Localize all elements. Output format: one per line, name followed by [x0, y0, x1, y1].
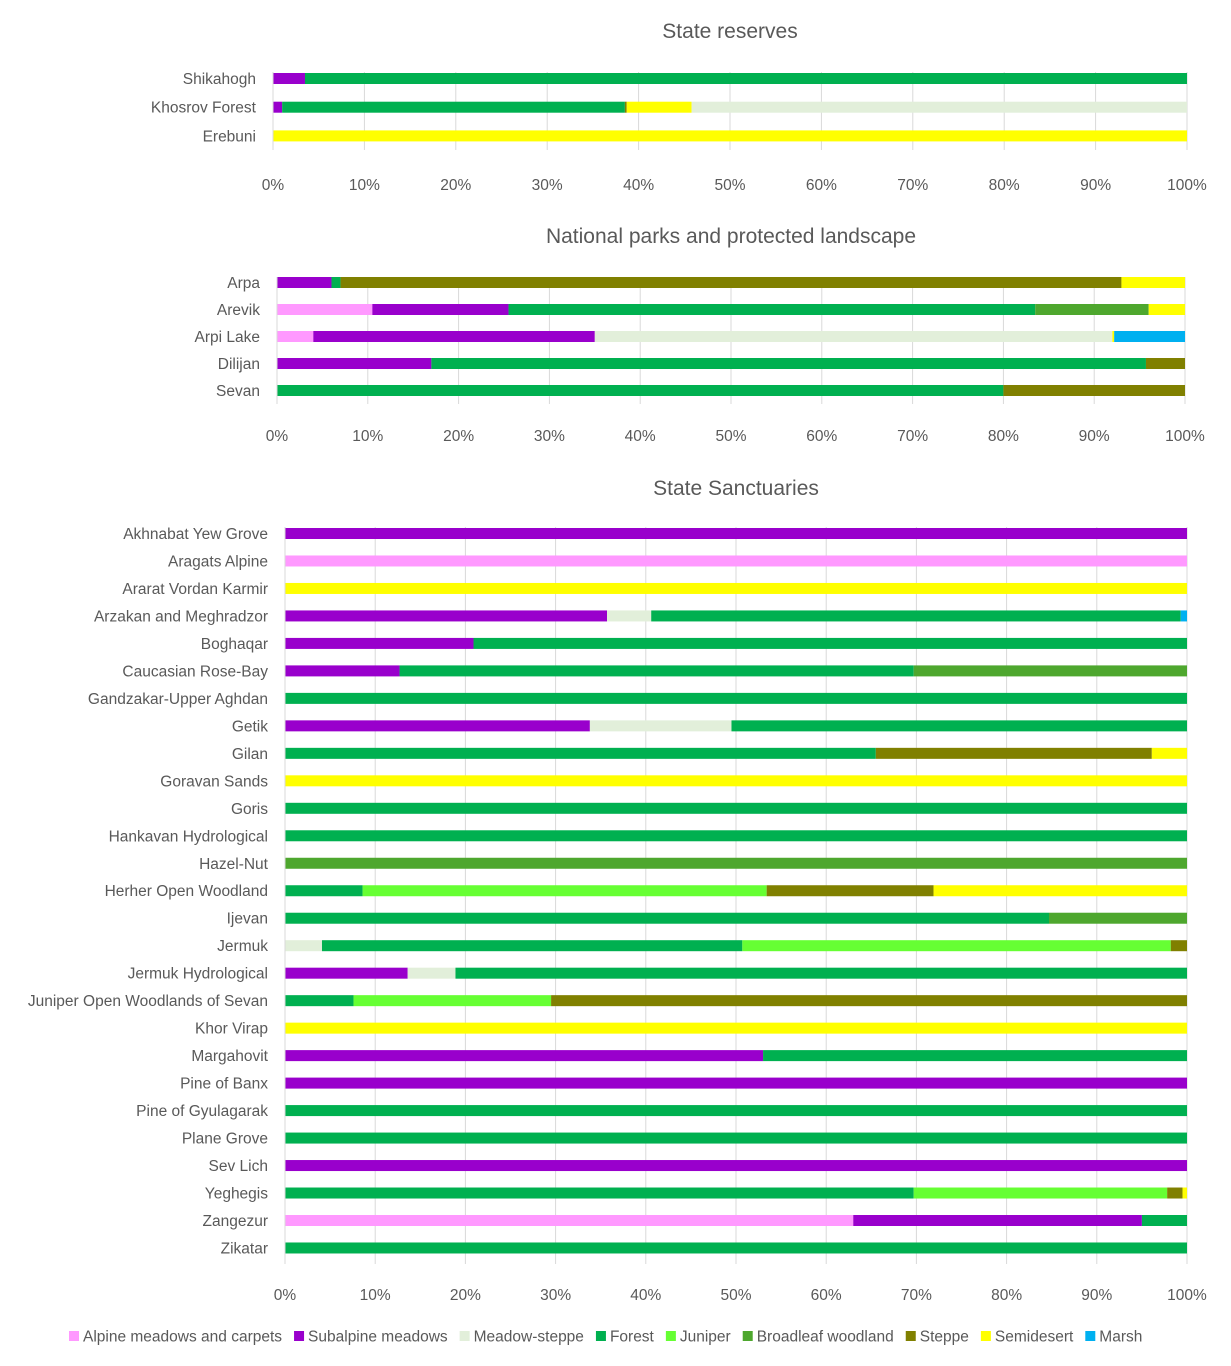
bar-boghaqar-forest	[474, 638, 1187, 649]
bar-pine-of-banx-subalpine-meadows	[285, 1078, 1187, 1089]
bar-herher-open-woodland-juniper	[363, 885, 767, 896]
legend-label: Meadow-steppe	[473, 1328, 584, 1346]
legend-label: Steppe	[919, 1328, 969, 1346]
x-tick-label: 40%	[624, 428, 656, 445]
bar-gilan-steppe	[876, 748, 1152, 759]
chart-title: National parks and protected landscape	[545, 225, 917, 248]
bar-getik-subalpine-meadows	[285, 720, 590, 731]
bar-goris-forest	[285, 803, 1187, 814]
x-tick-label: 20%	[443, 428, 475, 445]
bar-margahovit-forest	[763, 1050, 1187, 1061]
legend-label: Broadleaf woodland	[756, 1328, 894, 1346]
x-tick-label: 90%	[1080, 177, 1112, 194]
category-label: Plane Grove	[181, 1130, 268, 1148]
bar-khosrov-forest-forest	[282, 102, 625, 113]
category-label: Hazel-Nut	[199, 855, 268, 873]
bar-khosrov-forest-semidesert	[627, 102, 692, 113]
x-tick-label: 60%	[810, 1287, 842, 1304]
x-tick-label: 80%	[988, 177, 1020, 194]
x-tick-label: 70%	[897, 177, 929, 194]
category-label: Yeghegis	[204, 1185, 268, 1203]
bar-arpa-forest	[331, 277, 340, 288]
x-tick-label: 80%	[991, 1287, 1023, 1304]
category-label: Caucasian Rose-Bay	[122, 663, 268, 681]
legend-swatch	[981, 1331, 991, 1341]
bar-sevan-steppe	[1003, 385, 1185, 396]
legend	[69, 1329, 1142, 1346]
legend-item-marsh	[1085, 1329, 1142, 1346]
bar-zangezur-forest	[1142, 1215, 1187, 1226]
bar-jermuk-forest	[322, 940, 742, 951]
x-tick-label: 100%	[1167, 177, 1207, 194]
bar-arpi-lake-marsh	[1114, 331, 1185, 342]
category-label: Gandzakar-Upper Aghdan	[87, 690, 268, 708]
category-label: Herher Open Woodland	[104, 883, 268, 901]
bar-zangezur-alpine-meadows-and-carpets	[285, 1215, 853, 1226]
legend-swatch	[743, 1331, 753, 1341]
bar-gilan-forest	[285, 748, 876, 759]
legend-item-broadleaf-woodland	[743, 1329, 894, 1346]
x-tick-label: 0%	[273, 1287, 297, 1304]
legend-label: Forest	[609, 1328, 654, 1346]
x-tick-label: 90%	[1081, 1287, 1113, 1304]
bar-dilijan-subalpine-meadows	[277, 358, 431, 369]
bar-arpi-lake-meadow-steppe	[595, 331, 1113, 342]
x-tick-label: 0%	[265, 428, 289, 445]
x-tick-label: 10%	[348, 177, 380, 194]
bar-arevik-broadleaf-woodland	[1035, 304, 1149, 315]
legend-swatch	[294, 1331, 304, 1341]
category-label: Khor Virap	[195, 1020, 268, 1038]
bar-gandzakar-upper-aghdan-forest	[285, 693, 1187, 704]
category-label: Margahovit	[191, 1048, 268, 1066]
category-label: Pine of Banx	[180, 1075, 268, 1093]
legend-swatch	[69, 1331, 79, 1341]
bar-pine-of-gyulagarak-forest	[285, 1105, 1187, 1116]
category-label: Jermuk	[217, 938, 268, 956]
bar-jermuk-meadow-steppe	[285, 940, 322, 951]
x-tick-label: 70%	[897, 428, 929, 445]
bar-getik-forest	[731, 720, 1187, 731]
category-label: Ijevan	[226, 910, 268, 928]
bar-jermuk-hydrological-subalpine-meadows	[285, 968, 408, 979]
bar-boghaqar-subalpine-meadows	[285, 638, 474, 649]
x-tick-label: 10%	[352, 428, 384, 445]
bar-arpi-lake-subalpine-meadows	[313, 331, 594, 342]
category-label: Erebuni	[202, 128, 256, 146]
bar-khosrov-forest-meadow-steppe	[692, 102, 1187, 113]
bar-getik-meadow-steppe	[590, 720, 732, 731]
bar-caucasian-rose-bay-subalpine-meadows	[285, 665, 400, 676]
bar-arzakan-and-meghradzor-subalpine-meadows	[285, 610, 607, 621]
bar-jermuk-hydrological-meadow-steppe	[408, 968, 456, 979]
bar-plane-grove-forest	[285, 1133, 1187, 1144]
x-tick-label: 0%	[261, 177, 285, 194]
bar-arpa-steppe	[341, 277, 1122, 288]
bar-dilijan-steppe	[1146, 358, 1185, 369]
category-label: Juniper Open Woodlands of Sevan	[27, 993, 268, 1011]
bar-juniper-open-woodlands-of-sevan-steppe	[551, 995, 1187, 1006]
x-tick-label: 30%	[533, 428, 565, 445]
bar-shikahogh-forest	[305, 73, 1187, 84]
category-label: Akhnabat Yew Grove	[123, 526, 268, 543]
bar-herher-open-woodland-steppe	[767, 885, 934, 896]
x-tick-label: 70%	[900, 1287, 932, 1304]
bar-ararat-vordan-karmir-semidesert	[285, 583, 1187, 594]
x-tick-label: 20%	[440, 177, 472, 194]
x-tick-label: 60%	[805, 177, 837, 194]
category-label: Boghaqar	[200, 635, 268, 653]
category-label: Hankavan Hydrological	[108, 828, 268, 846]
x-tick-label: 40%	[623, 177, 655, 194]
bar-caucasian-rose-bay-broadleaf-woodland	[914, 665, 1187, 676]
category-label: Jermuk Hydrological	[127, 965, 268, 983]
bar-sevan-forest	[277, 385, 1003, 396]
bar-erebuni-semidesert	[273, 130, 1187, 141]
category-label: Ararat Vordan Karmir	[122, 580, 268, 598]
x-tick-label: 40%	[630, 1287, 662, 1304]
legend-swatch	[596, 1331, 606, 1341]
legend-item-juniper	[666, 1329, 731, 1346]
category-label: Gilan	[231, 745, 268, 763]
bar-goravan-sands-semidesert	[285, 775, 1187, 786]
x-tick-label: 10%	[359, 1287, 391, 1304]
chart-title: State Sanctuaries	[653, 477, 819, 500]
legend-label: Subalpine meadows	[308, 1328, 448, 1346]
category-label: Zangezur	[202, 1213, 268, 1230]
bar-arzakan-and-meghradzor-marsh	[1181, 610, 1187, 621]
x-tick-label: 60%	[806, 428, 838, 445]
legend-swatch	[1085, 1331, 1095, 1341]
bar-arpi-lake-alpine-meadows-and-carpets	[277, 331, 313, 342]
x-tick-label: 80%	[987, 428, 1019, 445]
category-label: Arevik	[216, 302, 260, 319]
chart-state-sanctuaries	[28, 477, 1207, 1304]
bar-herher-open-woodland-forest	[285, 885, 363, 896]
bar-arpi-lake-semidesert	[1112, 331, 1114, 342]
bar-hazel-nut-broadleaf-woodland	[285, 858, 1187, 869]
bar-arevik-semidesert	[1149, 304, 1185, 315]
category-label: Goris	[230, 800, 268, 818]
bar-yeghegis-steppe	[1167, 1188, 1182, 1199]
legend-swatch	[460, 1331, 470, 1341]
bar-caucasian-rose-bay-forest	[400, 665, 914, 676]
category-label: Sevan	[216, 383, 260, 400]
bar-jermuk-steppe	[1171, 940, 1187, 951]
bar-khor-virap-semidesert	[285, 1023, 1187, 1034]
bar-akhnabat-yew-grove-subalpine-meadows	[285, 528, 1187, 539]
bar-arevik-subalpine-meadows	[372, 304, 508, 315]
legend-item-alpine-meadows-and-carpets	[69, 1329, 282, 1346]
bar-khosrov-forest-steppe	[625, 102, 627, 113]
category-label: Pine of Gyulagarak	[136, 1103, 268, 1121]
x-tick-label: 30%	[540, 1287, 572, 1304]
legend-label: Juniper	[679, 1328, 731, 1346]
x-tick-label: 50%	[714, 177, 746, 194]
bar-arpa-semidesert	[1121, 277, 1185, 288]
bar-zangezur-subalpine-meadows	[853, 1215, 1142, 1226]
bar-herher-open-woodland-semidesert	[934, 885, 1187, 896]
bar-ijevan-broadleaf-woodland	[1049, 913, 1187, 924]
bar-jermuk-juniper	[742, 940, 1170, 951]
category-label: Dilijan	[217, 356, 260, 373]
legend-item-steppe	[906, 1329, 969, 1346]
bar-ijevan-forest	[285, 913, 1049, 924]
legend-swatch	[906, 1331, 916, 1341]
bar-yeghegis-forest	[285, 1188, 914, 1199]
x-tick-label: 50%	[715, 428, 747, 445]
bar-dilijan-forest	[431, 358, 1146, 369]
category-label: Arpa	[227, 275, 260, 292]
x-tick-label: 100%	[1165, 428, 1205, 445]
bar-gilan-semidesert	[1152, 748, 1187, 759]
x-tick-label: 20%	[449, 1287, 481, 1304]
x-tick-label: 30%	[531, 177, 563, 194]
bar-shikahogh-subalpine-meadows	[273, 73, 305, 84]
legend-label: Marsh	[1099, 1328, 1143, 1346]
x-tick-label: 100%	[1167, 1287, 1207, 1304]
bar-arpa-subalpine-meadows	[277, 277, 331, 288]
legend-swatch	[666, 1331, 676, 1341]
x-tick-label: 50%	[720, 1287, 752, 1304]
legend-item-subalpine-meadows	[294, 1329, 448, 1346]
legend-item-meadow-steppe	[460, 1329, 584, 1346]
bar-aragats-alpine-alpine-meadows-and-carpets	[285, 555, 1187, 566]
category-label: Shikahogh	[182, 71, 256, 88]
bar-arevik-forest	[509, 304, 1036, 315]
chart-title: State reserves	[662, 20, 798, 43]
bar-hankavan-hydrological-forest	[285, 830, 1187, 841]
bar-yeghegis-semidesert	[1182, 1188, 1187, 1199]
legend-item-semidesert	[981, 1329, 1074, 1346]
legend-item-forest	[596, 1329, 655, 1346]
category-label: Aragats Alpine	[168, 553, 268, 571]
bar-sev-lich-subalpine-meadows	[285, 1160, 1187, 1171]
category-label: Zikatar	[220, 1240, 268, 1258]
legend-label: Semidesert	[994, 1328, 1074, 1346]
category-label: Sev Lich	[208, 1158, 268, 1176]
category-label: Khosrov Forest	[150, 99, 256, 117]
bar-khosrov-forest-subalpine-meadows	[273, 102, 282, 113]
legend-label: Alpine meadows and carpets	[83, 1328, 283, 1346]
bar-arzakan-and-meghradzor-meadow-steppe	[607, 610, 651, 621]
category-label: Goravan Sands	[160, 773, 268, 791]
bar-juniper-open-woodlands-of-sevan-juniper	[354, 995, 552, 1006]
bar-margahovit-subalpine-meadows	[285, 1050, 763, 1061]
bar-yeghegis-juniper	[914, 1188, 1167, 1199]
category-label: Arzakan and Meghradzor	[93, 608, 268, 626]
bar-arzakan-and-meghradzor-forest	[651, 610, 1180, 621]
bar-juniper-open-woodlands-of-sevan-forest	[285, 995, 354, 1006]
x-tick-label: 90%	[1078, 428, 1110, 445]
chart-national-parks-and-protected-landscape	[195, 225, 1206, 445]
chart-state-reserves	[151, 20, 1207, 194]
category-label: Getik	[231, 718, 268, 736]
category-label: Arpi Lake	[194, 329, 260, 346]
bar-arevik-alpine-meadows-and-carpets	[277, 304, 372, 315]
bar-zikatar-forest	[285, 1242, 1187, 1253]
bar-jermuk-hydrological-forest	[455, 968, 1187, 979]
